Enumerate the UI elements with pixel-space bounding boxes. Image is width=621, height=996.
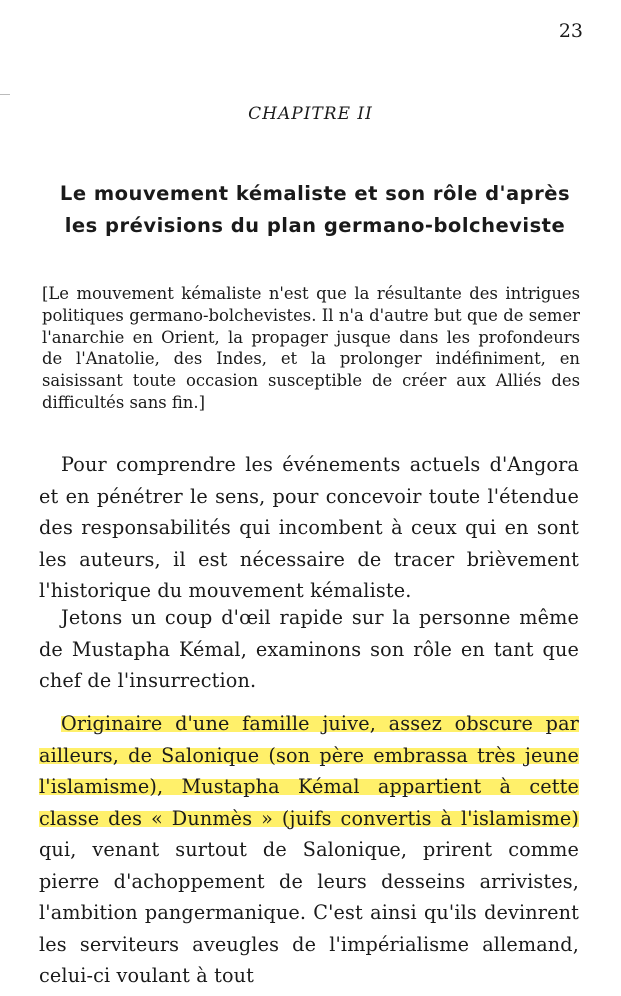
chapter-heading: CHAPITRE II [248,104,373,124]
chapter-title-line: les prévisions du plan germano-bolcheviste [64,214,566,237]
page-number: 23 [558,20,583,42]
paragraph-text: Pour comprendre les événements actuels d'Angora et en pénétrer le sens, pour concevoir toute l'étendue des responsabilités qui incombent à ceux qui en sont les auteurs, il est nécessaire de tracer brièvement l'historique du mouvement kémaliste. [39,453,579,602]
chapter-summary: [Le mouvement kémaliste n'est que la résultante des intrigues politiques germano-bolchevistes. Il n'a d'autre but que de semer l'anarchie en Orient, la propager jusque dans les profondeurs de l'Anatolie, des Indes, et la prolonger indéfiniment, en saisissant toute occasion susceptible de créer aux Alliés des difficultés sans fin.] [42,284,580,412]
highlighted-passage[interactable]: Originaire d'une famille juive, assez obscure par ailleurs, de Salonique (son père embrassa très jeune l'islamisme), Mustapha Kémal appartient à cette classe des « Dunmès » (juifs convertis à l'islamisme) [39,712,579,830]
body-paragraph [39,602,579,697]
paragraph-text: qui, venant surtout de Salonique, prirent comme pierre d'achoppement de leurs desseins arrivistes, l'ambition pangermanique. C'est ainsi qu'ils devinrent les serviteurs aveugles de l'impérialisme allemand, celui-ci voulant à tout [39,838,579,987]
paragraph-text: Jetons un coup d'œil rapide sur la personne même de Mustapha Kémal, examinons son rôle en tant que chef de l'insurrection. [39,606,579,692]
body-paragraph [39,449,579,607]
chapter-title-line: Le mouvement kémaliste et son rôle d'après [59,182,571,205]
body-paragraph [39,708,579,992]
chapter-title [40,178,590,242]
margin-mark [0,94,10,95]
